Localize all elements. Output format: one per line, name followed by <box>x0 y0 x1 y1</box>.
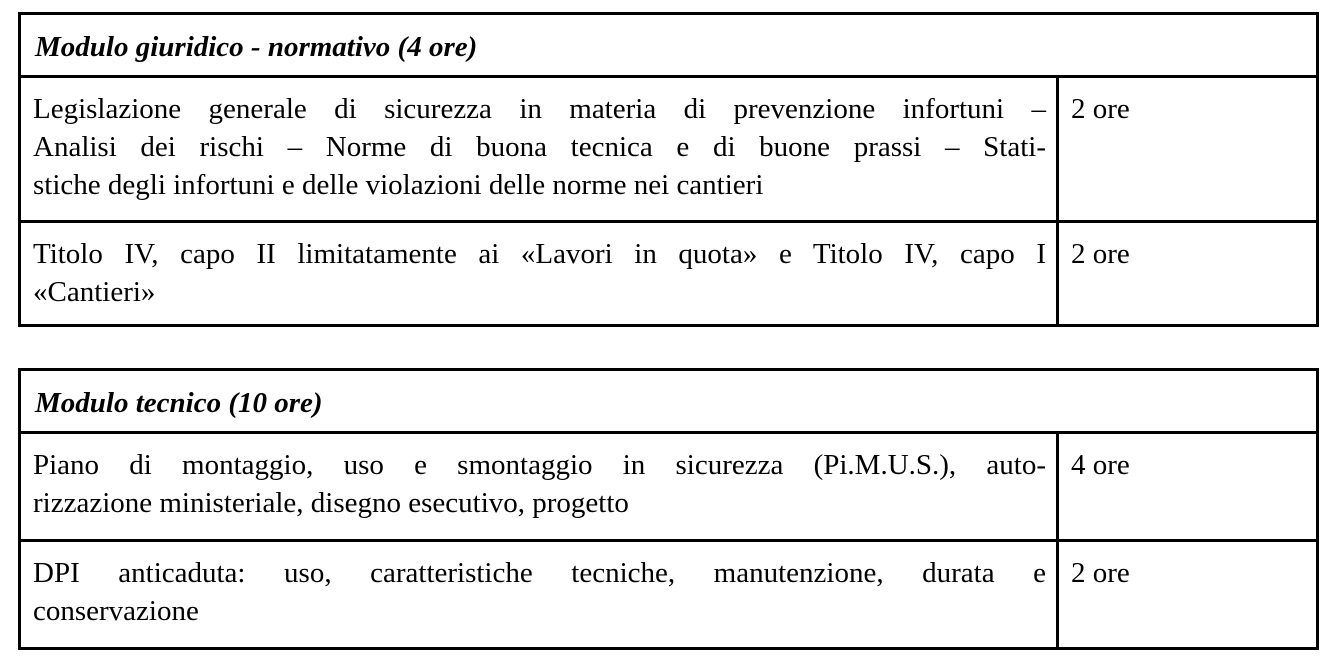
topic-line: conservazione <box>33 595 199 627</box>
hours-cell: 2 ore <box>1058 222 1318 326</box>
module-title: Modulo tecnico (10 ore) <box>20 370 1318 433</box>
module-title-row <box>20 14 1318 77</box>
table-row <box>20 77 1318 222</box>
topic-cell <box>20 541 1058 649</box>
module-title-row <box>20 370 1318 433</box>
topic-line: Legislazione generale di sicurezza in materia di prevenzione infortuni – <box>33 93 1046 125</box>
module-table-giuridico-normativo <box>18 12 1319 327</box>
table-row <box>20 541 1318 649</box>
topic-line: Piano di montaggio, uso e smontaggio in sicurezza (Pi.M.U.S.), auto- <box>33 449 1046 481</box>
topic-cell <box>20 77 1058 222</box>
table-row <box>20 222 1318 326</box>
topic-cell <box>20 222 1058 326</box>
topic-line: Titolo IV, capo II limitatamente ai «Lavori in quota» e Titolo IV, capo I <box>33 238 1046 270</box>
topic-cell <box>20 433 1058 541</box>
topic-line: rizzazione ministeriale, disegno esecutivo, progetto <box>33 487 629 519</box>
hours-cell: 4 ore <box>1058 433 1318 541</box>
hours-cell: 2 ore <box>1058 77 1318 222</box>
topic-line: stiche degli infortuni e delle violazioni delle norme nei cantieri <box>33 169 764 201</box>
topic-line: DPI anticaduta: uso, caratteristiche tecniche, manutenzione, durata e <box>33 557 1046 589</box>
table-row <box>20 433 1318 541</box>
hours-cell: 2 ore <box>1058 541 1318 649</box>
topic-line: Analisi dei rischi – Norme di buona tecnica e di buone prassi – Stati- <box>33 131 1046 163</box>
module-table-tecnico <box>18 368 1319 650</box>
topic-line: «Cantieri» <box>33 276 156 308</box>
module-title: Modulo giuridico - normativo (4 ore) <box>20 14 1318 77</box>
